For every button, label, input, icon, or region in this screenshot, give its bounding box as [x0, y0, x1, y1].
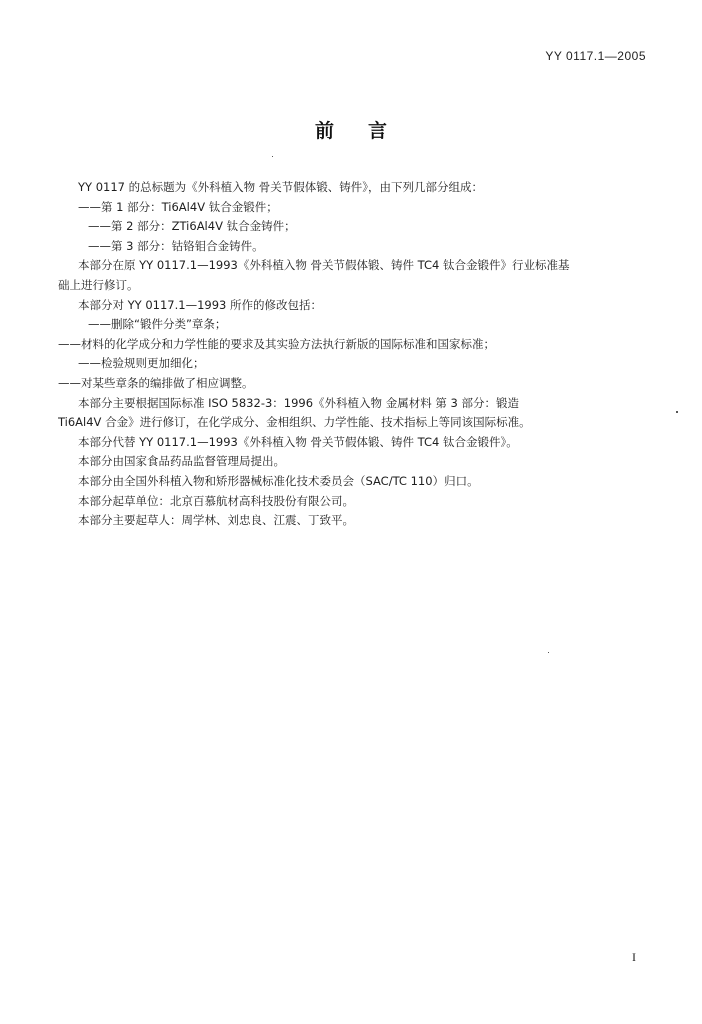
- paragraph-line: YY 0117 的总标题为《外科植入物 骨关节假体锻、铸件》，由下列几部分组成：: [78, 180, 484, 194]
- standard-number: YY 0117.1—2005: [545, 49, 646, 63]
- paragraph-line: 础上进行修订。: [58, 277, 139, 292]
- paragraph-line: 本部分在原 YY 0117.1—1993《外科植入物 骨关节假体锻、铸件 TC4 钛合金锻件》行业标准基: [78, 258, 570, 273]
- page-title: 前言: [314, 120, 421, 142]
- list-item: ——检验规则更加细化；: [78, 356, 205, 371]
- page-number: I: [632, 950, 636, 964]
- list-item: ——第 1 部分：Ti6Al4V 钛合金锻件；: [78, 199, 278, 214]
- list-item: ——第 2 部分：ZTi6Al4V 钛合金铸件；: [88, 219, 296, 234]
- list-item: ——材料的化学成分和力学性能的要求及其实验方法执行新版的国际标准和国家标准；: [58, 336, 495, 351]
- scan-speck: [272, 156, 273, 157]
- paragraph-line: 本部分主要根据国际标准 ISO 5832-3：1996《外科植入物 金属材料 第 3 部分：锻造: [78, 395, 519, 410]
- paragraph-line: 本部分起草单位：北京百慕航材高科技股份有限公司。: [78, 493, 354, 508]
- paragraph-line: 本部分由全国外科植入物和矫形器械标准化技术委员会（SAC/TC 110）归口。: [78, 473, 479, 488]
- list-item: ——删除“锻件分类”章条；: [88, 317, 227, 332]
- scan-speck: [548, 652, 549, 653]
- paragraph-line: 本部分由国家食品药品监督管理局提出。: [78, 454, 285, 469]
- list-item: ——第 3 部分：钴铬钼合金铸件。: [88, 238, 264, 253]
- paragraph-line: 本部分主要起草人：周学林、刘忠良、江震、丁致平。: [78, 513, 354, 528]
- paragraph-line: 本部分对 YY 0117.1—1993 所作的修改包括：: [78, 297, 323, 312]
- scan-speck: [676, 411, 678, 413]
- paragraph-line: 本部分代替 YY 0117.1—1993《外科植入物 骨关节假体锻、铸件 TC4 钛合金锻件》。: [78, 434, 518, 449]
- foreword-body: [58, 178, 668, 531]
- paragraph-line: Ti6Al4V 合金》进行修订，在化学成分、金相组织、力学性能、技术指标上等同该国际标准。: [58, 415, 531, 430]
- list-item: ——对某些章条的编排做了相应调整。: [58, 375, 254, 390]
